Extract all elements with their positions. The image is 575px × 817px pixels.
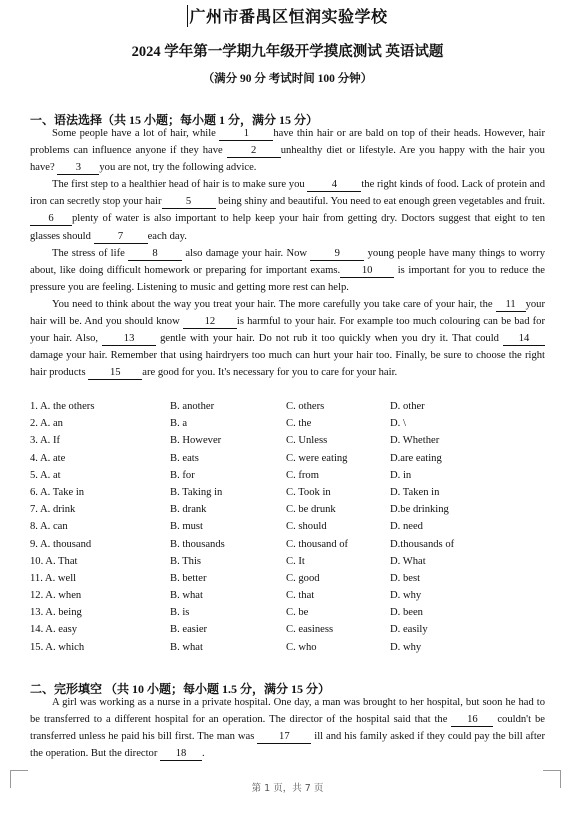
option-9-d: D.thousands of (390, 538, 455, 550)
option-3-b: B. However (170, 435, 222, 447)
option-13-d: D. been (390, 607, 423, 619)
crop-mark-left-h (10, 770, 28, 771)
section1-heading: 一、语法选择（共 15 小题；每小题 1 分，满分 15 分） (30, 113, 319, 127)
crop-mark-right-h (543, 770, 561, 771)
option-14-d: D. easily (390, 624, 428, 636)
paragraph (30, 245, 545, 296)
passage-text: The first step to a healthier head of hair is to make sure you (52, 179, 308, 191)
option-6-d: D. Taken in (390, 486, 440, 498)
passage-text: also damage your hair. Now (182, 247, 311, 259)
option-1-b: B. another (170, 401, 215, 412)
option-5-d: D. in (390, 469, 412, 481)
passage-text: Some people have a lot of hair, while (52, 128, 220, 139)
blank-1: 1 (219, 128, 273, 141)
option-row-5 (30, 470, 550, 487)
option-14-a: 14. A. easy (30, 624, 78, 636)
blank-5: 5 (162, 196, 216, 209)
option-2-d: D. \ (390, 418, 406, 430)
passage-text: couldn't be transferred unless he paid his bill first. The man was (30, 714, 545, 743)
option-row-11 (30, 573, 550, 590)
passage-text: being shiny and beautiful. You need to eat enough green vegetables and fruit. (215, 196, 545, 208)
option-15-b: B. what (170, 641, 203, 653)
section2-heading: 二、完形填空 （共 10 小题；每小题 1.5 分，满分 15 分） (30, 682, 331, 696)
passage-text: plenty of water is also important to help keep your hair from getting dry. Doctors suggest that eight to ten glasses should (30, 213, 545, 242)
section1-options (30, 401, 550, 659)
option-row-1 (30, 401, 550, 418)
option-4-c: C. were eating (286, 452, 348, 464)
option-row-9 (30, 539, 550, 556)
option-6-a: 6. A. Take in (30, 486, 85, 498)
blank-2: 2 (227, 145, 281, 158)
option-10-a: 10. A. That (30, 555, 78, 567)
option-11-c: C. good (286, 572, 320, 584)
blank-8: 8 (128, 248, 182, 261)
paragraph (30, 176, 545, 244)
option-14-b: B. easier (170, 624, 208, 636)
blank-9: 9 (310, 248, 364, 261)
passage-text: unhealthy diet or lifestyle. Are you happy with the hair you have? (30, 145, 545, 174)
option-5-c: C. from (286, 469, 319, 481)
option-8-c: C. should (286, 521, 327, 533)
option-row-7 (30, 504, 550, 521)
school-name: 广州市番禺区恒润实验学校 (0, 4, 575, 27)
passage-text: The stress of life (52, 247, 129, 259)
option-9-c: C. thousand of (286, 538, 349, 550)
blank-7: 7 (94, 231, 148, 244)
passage-text: have thin hair or are bald on top of their heads. However, hair problems can influence anyone if they have (30, 128, 545, 157)
blank-10: 10 (340, 265, 394, 278)
option-10-d: D. What (390, 555, 426, 567)
option-11-b: B. better (170, 572, 207, 584)
passage-text: You need to think about the way you treat your hair. The more carefully you take care of your hair, the (52, 298, 496, 310)
paragraph (30, 296, 545, 381)
option-1-c: C. others (286, 401, 325, 412)
passage-text: gentle with your hair. Do not rub it too quickly when you dry it. That could (156, 333, 503, 345)
passage-text: A girl was working as a nurse in a private hospital. One day, a man was brought to her hospital, but soon he had to be transferred to a different hospital for an operation. The director of the hospital said that the (30, 697, 545, 726)
option-row-10 (30, 556, 550, 573)
blank-4: 4 (307, 179, 361, 192)
option-3-c: C. Unless (286, 435, 328, 447)
passage-text: are good for you. It's necessary for you to care for your hair. (142, 367, 398, 379)
crop-mark-right (560, 770, 561, 788)
option-row-2 (30, 418, 550, 435)
option-1-a: 1. A. the others (30, 401, 95, 412)
option-7-d: D.be drinking (390, 504, 449, 516)
exam-subtitle: （满分 90 分 考试时间 100 分钟） (202, 73, 373, 85)
option-11-d: D. best (390, 572, 421, 584)
blank-11: 11 (496, 299, 526, 312)
blank-13: 13 (102, 333, 156, 346)
option-6-b: B. Taking in (170, 486, 223, 498)
option-9-b: B. thousands (170, 538, 225, 550)
option-8-a: 8. A. can (30, 521, 68, 533)
passage-text: each day. (147, 230, 187, 242)
blank-18: 18 (160, 748, 202, 761)
passage-text: ill and his family asked if they could pay the bill after the operation. But the director (30, 731, 546, 760)
blank-16: 16 (451, 714, 493, 727)
blank-12: 12 (183, 316, 237, 329)
passage-text: your hair will be. And you should know (30, 298, 545, 328)
option-12-c: C. that (286, 590, 315, 602)
option-3-a: 3. A. If (30, 435, 61, 447)
option-13-b: B. is (170, 607, 190, 619)
option-4-b: B. eats (170, 452, 199, 464)
option-row-8 (30, 521, 550, 538)
blank-14: 14 (503, 333, 545, 346)
option-5-b: B. for (170, 469, 195, 481)
blank-15: 15 (88, 367, 142, 380)
passage-text: is harmful to your hair. For example too much colouring can be bad for your hair. Also, (30, 316, 545, 345)
option-row-6 (30, 487, 550, 504)
option-8-b: B. must (170, 521, 203, 533)
option-14-c: C. easiness (286, 624, 334, 636)
passage-text: young people have many things to worry about, like doing difficult homework or preparing for important exams. (30, 247, 545, 276)
option-10-c: C. It (286, 555, 305, 567)
blank-6: 6 (30, 213, 72, 226)
paragraph (30, 125, 545, 176)
option-12-d: D. why (390, 590, 422, 602)
option-row-13 (30, 607, 550, 624)
paragraph (30, 694, 545, 762)
option-15-a: 15. A. which (30, 641, 85, 653)
option-13-a: 13. A. being (30, 607, 82, 619)
passage-text: is important for you to reduce the pressure you are feeling. Listening to music and getting more rest can help. (30, 264, 546, 293)
crop-mark-left (10, 770, 11, 788)
option-12-b: B. what (170, 590, 203, 602)
option-2-a: 2. A. an (30, 418, 63, 430)
option-13-c: C. be (286, 607, 309, 619)
option-4-a: 4. A. ate (30, 452, 66, 464)
option-row-4 (30, 453, 550, 470)
option-row-15 (30, 642, 550, 659)
option-2-b: B. a (170, 418, 188, 430)
option-row-3 (30, 435, 550, 452)
exam-title: 2024 学年第一学期九年级开学摸底测试 英语试题 (131, 44, 444, 60)
option-1-d: D. other (390, 401, 425, 412)
passage-text: you are not, try the following advice. (99, 162, 257, 174)
option-3-d: D. Whether (390, 435, 440, 447)
option-12-a: 12. A. when (30, 590, 82, 602)
page-footer: 第 1 页，共 7 页 (251, 783, 324, 794)
section1-passage (30, 125, 545, 381)
option-9-a: 9. A. thousand (30, 538, 92, 550)
option-row-14 (30, 624, 550, 641)
passage-text: damage your hair. Remember that using hairdryers too much can hurt your hair too. Finally, be sure to choose the right hair products (30, 350, 545, 379)
option-11-a: 11. A. well (30, 572, 77, 584)
option-8-d: D. need (390, 521, 423, 533)
passage-text: the right kinds of food. Lack of protein and iron can secretly stop your hair (30, 179, 545, 208)
option-5-a: 5. A. at (30, 469, 61, 481)
option-6-c: C. Took in (286, 486, 331, 498)
blank-17: 17 (257, 731, 311, 744)
section2-passage (30, 694, 545, 762)
option-7-b: B. drank (170, 504, 207, 516)
option-row-12 (30, 590, 550, 607)
option-15-c: C. who (286, 641, 317, 653)
option-7-c: C. be drunk (286, 504, 336, 516)
option-7-a: 7. A. drink (30, 504, 76, 516)
option-10-b: B. This (170, 555, 202, 567)
option-4-d: D.are eating (390, 452, 442, 464)
passage-text: . (202, 748, 205, 760)
option-15-d: D. why (390, 641, 422, 653)
blank-3: 3 (57, 162, 99, 175)
option-2-c: C. the (286, 418, 312, 430)
